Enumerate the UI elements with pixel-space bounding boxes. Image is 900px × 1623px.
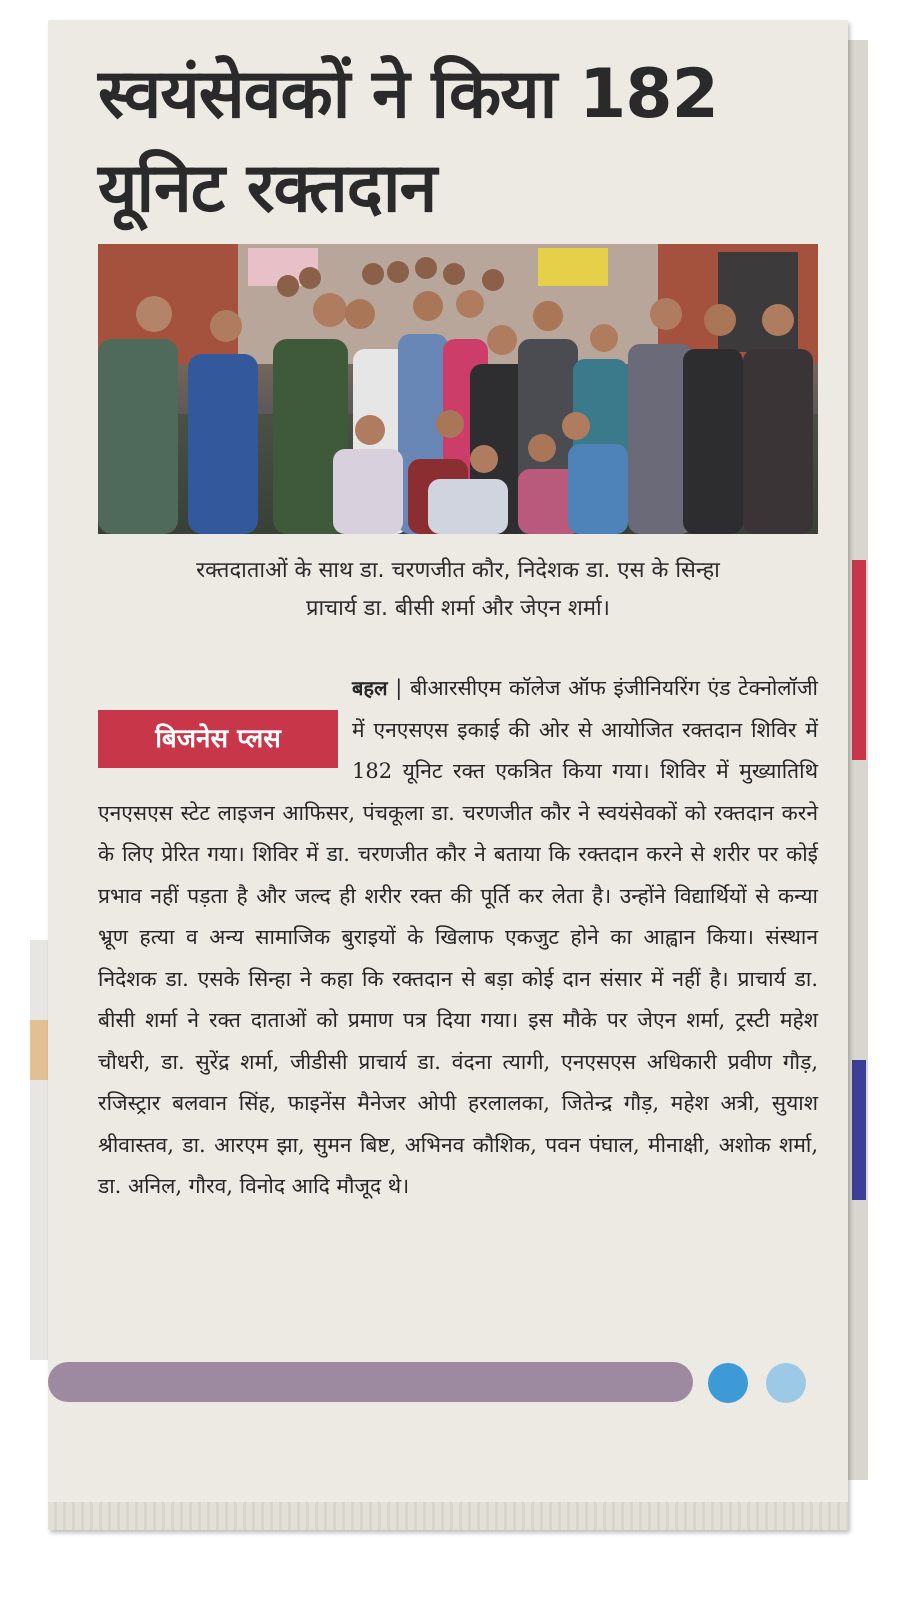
- decorative-dot-secondary: [766, 1363, 806, 1403]
- photo-caption: [98, 552, 818, 628]
- photo-caption-line-1: रक्तदाताओं के साथ डा. चरणजीत कौर, निदेशक डा. एस के सिन्हा: [196, 558, 720, 583]
- adjacent-clipping-edge: [846, 40, 868, 1480]
- newspaper-clipping: [48, 20, 848, 1530]
- adjacent-clipping-left-edge: [30, 940, 48, 1360]
- adjacent-clipping-blue-strip: [852, 1060, 866, 1200]
- headline: [98, 48, 818, 236]
- section-badge: बिजनेस प्लस: [98, 710, 338, 768]
- article-paragraph: बीआरसीएम कॉलेज ऑफ इंजीनियरिंग एंड टेक्नोलॉजी में एनएसएस इकाई की ओर से आयोजित रक्तदान शिविर में 182 यूनिट रक्त एकत्रित किया गया। शिविर में मुख्यातिथि एनएसएस स्टेट लाइजन आफिसर, पंचकूला डा. चरणजीत कौर ने स्वयंसेवकों को रक्तदान करने के लिए प्रेरित गया। शिविर में डा. चरणजीत कौर ने बताया कि रक्तदान करने से शरीर पर कोई प्रभाव नहीं पड़ता है और जल्द ही शरीर रक्त की पूर्ति कर लेता है। उन्होंने विद्यार्थियों से कन्या भ्रूण हत्या व अन्य सामाजिक बुराइयों के खिलाफ एकजुट होने का आह्वान किया। संस्थान निदेशक डा. एसके सिन्हा ने कहा कि रक्तदान से बड़ा कोई दान संसार में नहीं है। प्राचार्य डा. बीसी शर्मा ने रक्त दाताओं को प्रमाण पत्र दिया गया। इस मौके पर जेएन शर्मा, ट्रस्टी महेश चौधरी, डा. सुरेंद्र शर्मा, जीडीसी प्राचार्य डा. वंदना त्यागी, एनएसएस अधिकारी प्रवीण गौड़, रजिस्ट्रार बलवान सिंह, फाइनेंस मैनेजर ओपी हरलालका, जितेन्द्र गौड़, महेश अत्री, सुयाश श्रीवास्तव, डा. आरएम झा, सुमन बिष्ट, अभिनव कौशिक, पवन पंघाल, मीनाक्षी, अशोक शर्मा, डा. अनिल, गौरव, विनोद आदि मौजूद थे।: [98, 676, 818, 1198]
- photo-caption-line-2: प्राचार्य डा. बीसी शर्मा और जेएन शर्मा।: [305, 596, 611, 621]
- dateline-separator: |: [395, 676, 403, 700]
- decorative-bottom-bar: [48, 1362, 693, 1402]
- group-photo: [98, 244, 818, 534]
- decorative-dot-primary: [708, 1363, 748, 1403]
- headline-line-2: यूनिट रक्तदान: [98, 149, 437, 228]
- article-dateline: बहल: [352, 676, 388, 700]
- article-body: [98, 668, 818, 1348]
- group-photo-illustration: [98, 244, 818, 534]
- headline-line-1: स्वयंसेवकों ने किया 182: [98, 55, 718, 134]
- adjacent-clipping-red-strip: [852, 560, 866, 760]
